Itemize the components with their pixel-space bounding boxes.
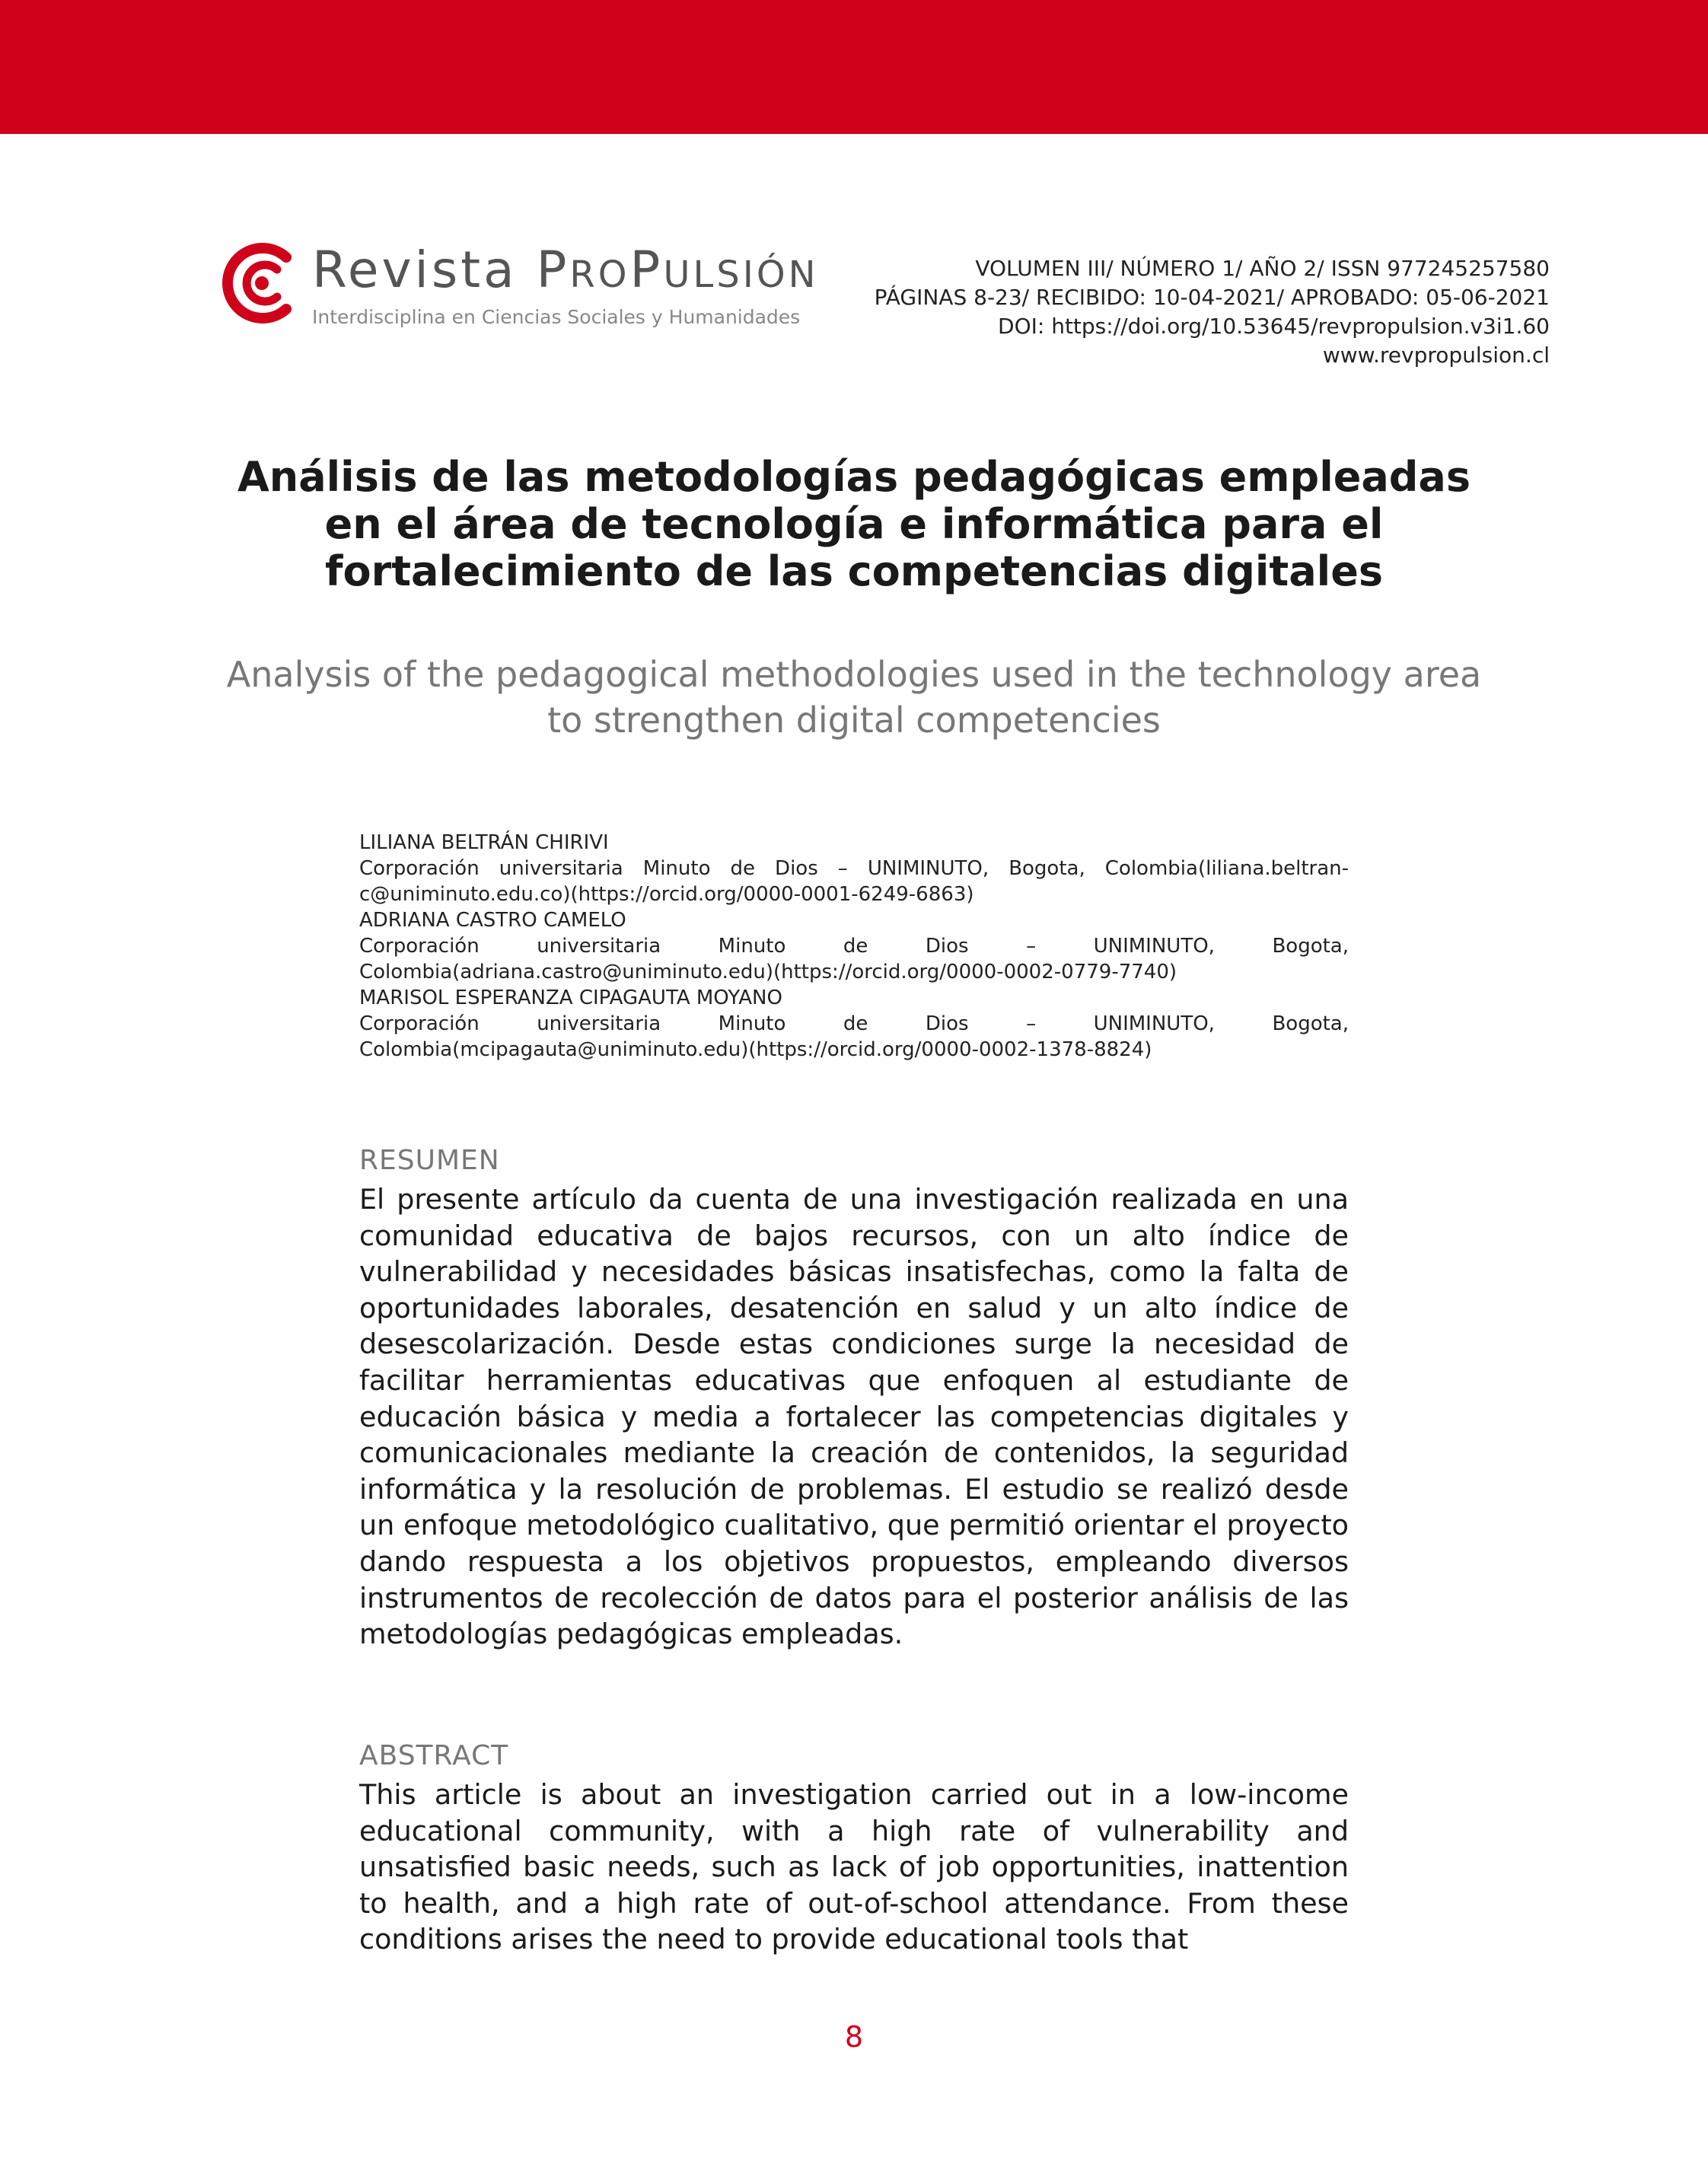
meta-volume: VOLUMEN III/ NÚMERO 1/ AÑO 2/ ISSN 977245257580 xyxy=(975,256,1550,281)
abstract-text: This article is about an investigation carried out in a low-income educational community, with a high rate of vulnerability and unsatisfied basic needs, such as lack of job opportunities, inattention to health, and a high rate of out-of-school attendance. From these conditions arises the need to provide educational tools that xyxy=(359,1778,1349,1956)
journal-logo xyxy=(216,237,819,336)
meta-doi-link[interactable]: DOI: https://doi.org/10.53645/revpropulsion.v3i1.60 xyxy=(998,314,1550,339)
publication-metadata xyxy=(789,254,1550,370)
author-affiliation: Corporación universitaria Minuto de Dios – UNIMINUTO, Bogota, Colombia(liliana.beltran-c@uniminuto.edu.co)(https://orcid.org/0000-0001-6249-6863) xyxy=(359,857,1349,906)
article-title-english: Analysis of the pedagogical methodologies used in the technology area to strengthen digital competencies xyxy=(226,654,1482,741)
page-number: 8 xyxy=(844,2020,864,2054)
resumen-heading: RESUMEN xyxy=(359,1145,500,1176)
propulsion-logo-icon xyxy=(216,237,308,329)
author-list xyxy=(359,830,1349,1063)
article-title-spanish: Análisis de las metodologías pedagógicas empleadas en el área de tecnología e informática para el fortalecimiento de las competencias digitales xyxy=(237,453,1471,595)
resumen-text: El presente artículo da cuenta de una investigación realizada en una comunidad educativa de bajos recursos, con un alto índice de vulnerabilidad y necesidades básicas insatisfechas, como la falta de oportunidades laborales, desatención en salud y un alto índice de desescolarización. Desde estas condiciones surge la necesidad de facilitar herramientas educativas que enfoquen al estudiante de educación básica y media a fortalecer las competencias digitales y comunicacionales mediante la creación de contenidos, la seguridad informática y la resolución de problemas. El estudio se realizó desde un enfoque metodológico cualitativo, que permitió orientar el proyecto dando respuesta a los objetivos propuestos, empleando diversos instrumentos de recolección de datos para el posterior análisis de las metodologías pedagógicas empleadas. xyxy=(359,1183,1349,1651)
journal-subtitle: Interdisciplina en Ciencias Sociales y Humanidades xyxy=(312,306,801,328)
meta-website-link[interactable]: www.revpropulsion.cl xyxy=(1322,343,1550,368)
author-affiliation: Corporación universitaria Minuto de Dios – UNIMINUTO, Bogota, Colombia(adriana.castro@uniminuto.edu)(https://orcid.org/0000-0002-0779-7740) xyxy=(359,935,1349,983)
author-name: LILIANA BELTRÁN CHIRIVI xyxy=(359,831,609,854)
author-name: MARISOL ESPERANZA CIPAGAUTA MOYANO xyxy=(359,987,782,1009)
author-affiliation: Corporación universitaria Minuto de Dios – UNIMINUTO, Bogota, Colombia(mcipagauta@uniminuto.edu)(https://orcid.org/0000-0002-1378-8824) xyxy=(359,1012,1349,1061)
abstract-heading: ABSTRACT xyxy=(359,1740,509,1771)
top-color-bar xyxy=(0,0,1708,134)
journal-name: Revista PROPULSIÓN xyxy=(312,241,819,299)
meta-pages-dates: PÁGINAS 8-23/ RECIBIDO: 10-04-2021/ APROBADO: 05-06-2021 xyxy=(874,285,1550,310)
author-name: ADRIANA CASTRO CAMELO xyxy=(359,909,626,932)
